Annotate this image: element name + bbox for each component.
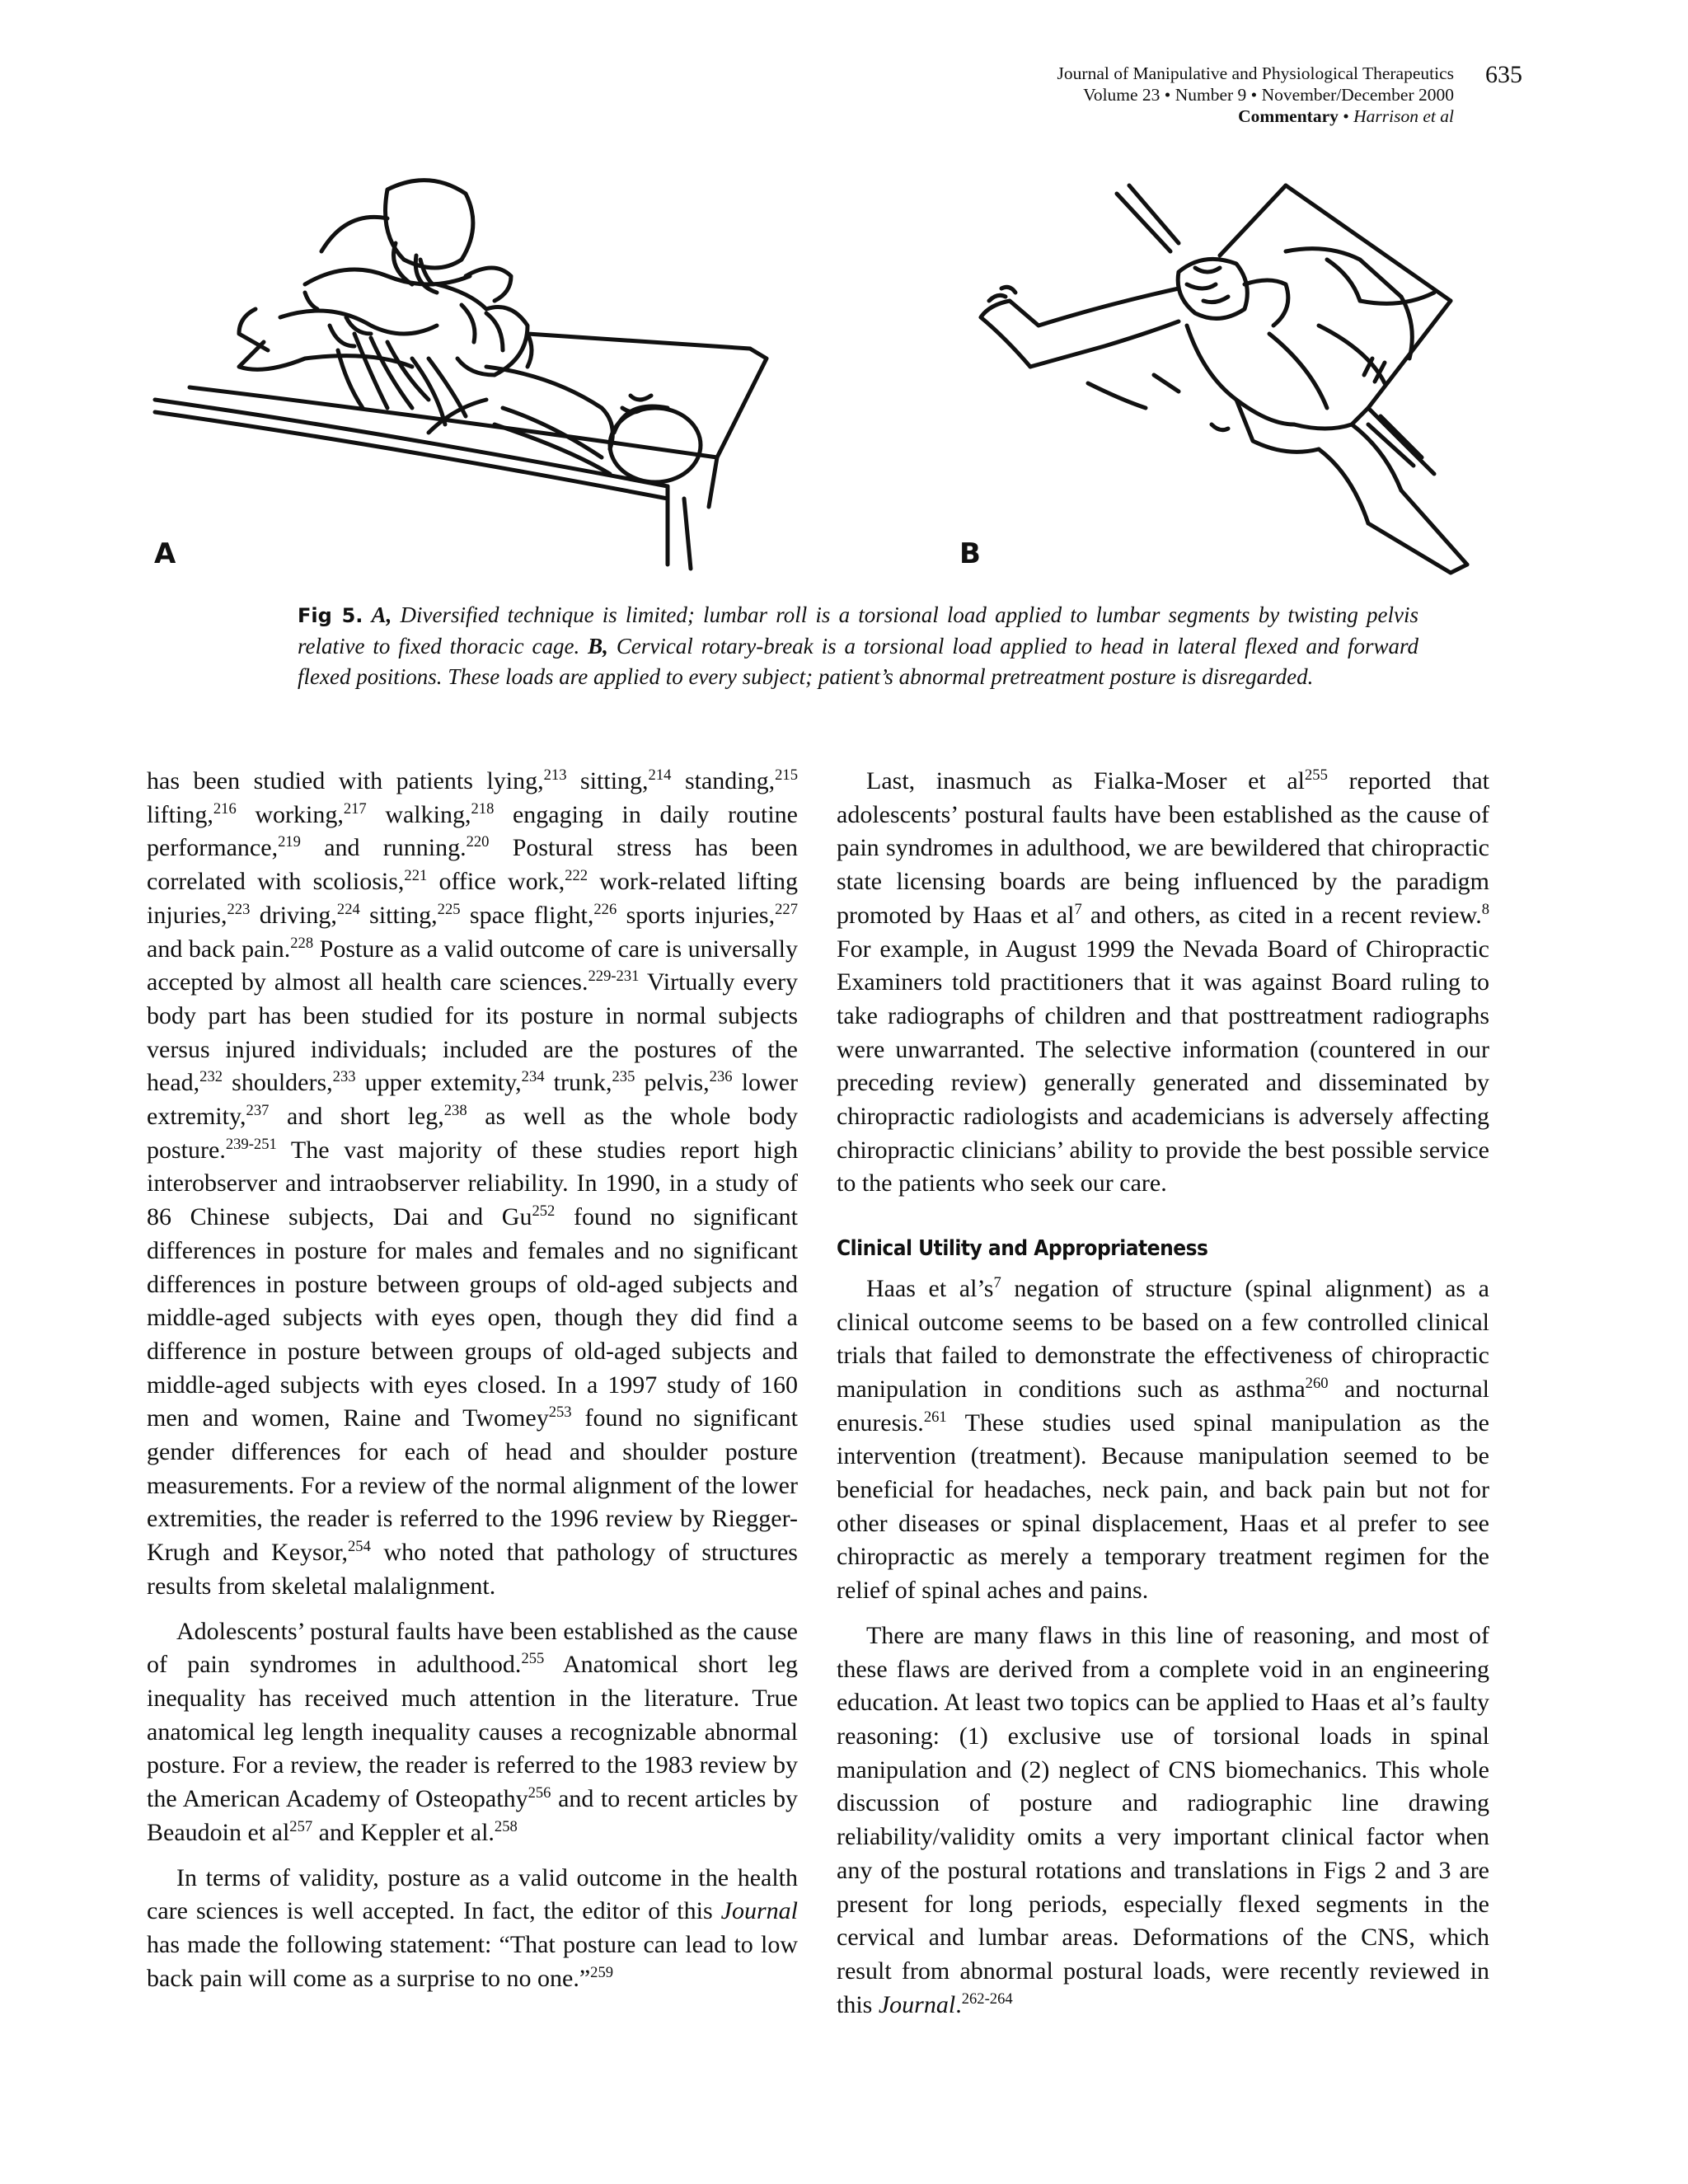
section-heading: Clinical Utility and Appropriateness	[837, 1236, 1208, 1262]
figure-5a-illustration	[140, 161, 816, 589]
journal-volume: Volume 23 • Number 9 • November/December 2000	[1083, 85, 1454, 105]
paragraph: There are many flaws in this line of reasoning, and most of these flaws are derived from a complete void in an engineering education. At least two topics can be applied to Haas et al’s faulty reasoning: (1) exclusive use of torsional loads in spinal manipulation and (2) neglect of CNS biomechanics. This whole discussion of posture and radiographic line drawing reliability/validity omits a very important clinical factor when any of the postural rotations and translations in Figs 2 and 3 are present for long periods, especially flexed segments in the cervical and lumbar areas. Deformations of the CNS, which result from abnormal postural loads, were recently reviewed in this Journal.$^{262-264}$	[837, 1621, 1489, 2018]
caption-a-marker: A,	[371, 602, 392, 627]
paragraph: Last, inasmuch as Fialka-Moser et $al^{255}$ reported that adolescents’ postural faults have been established as the cause of pain syndromes in adulthood, we are bewildered that chiropractic state licensing boards are being influenced by the paradigm promoted by Haas et $al^7$ and others, as cited in a recent review.$^8$ For example, in August 1999 the Nevada Board of Chiropractic Examiners told practitioners that it was against Board ruling to take radiographs of children and that posttreatment radiographs were unwarranted. The selective information (countered in our preceding review) generally generated and disseminated by chiropractic radiologists and academicians is adversely affecting chiropractic clinicians’ ability to provide the best possible service to the patients who seek our care.	[837, 766, 1489, 1197]
caption-b-marker: B,	[588, 634, 608, 659]
page-number: 635	[1485, 61, 1522, 88]
authors: Harrison et al	[1353, 106, 1454, 126]
paragraph: Haas et $al’s^7$ negation of structure (spinal alignment) as a clinical outcome seems to be based on a few controlled clinical trials that failed to demonstrate the effectiveness of chiropractic manipulation in conditions such as asthma$^{260}$ and nocturnal enuresis.$^{261}$ These studies used spinal manipulation as the intervention (treatment). Because manipulation seemed to be beneficial for headaches, neck pain, and back pain but not for other diseases or spinal displacement, Haas et al prefer to see chiropractic as merely a temporary treatment regimen for the relief of spinal aches and pains.	[837, 1273, 1489, 1605]
section-name: Commentary	[1238, 106, 1339, 126]
right-column	[837, 765, 1489, 2022]
panel-label-b: B	[959, 537, 981, 570]
panel-label-a: A	[154, 537, 176, 570]
figure-5	[140, 161, 1541, 589]
caption-b-text: Cervical rotary-break is a torsional load applied to head in lateral flexed and forward flexed positions. These loads are applied to every subject; patient’s abnormal pretreatment posture is disregarded.	[298, 634, 1418, 690]
caption-label: Fig 5.	[298, 604, 363, 627]
left-column	[147, 765, 798, 1995]
figure-5b-illustration	[940, 161, 1500, 589]
journal-name: Journal of Manipulative and Physiological Therapeutics	[1057, 63, 1454, 83]
running-header	[860, 63, 1454, 127]
paragraph: Adolescents’ postural faults have been established as the cause of pain syndromes in adulthood.$^{255}$ Anatomical short leg inequality has received much attention in the literature. True anatomical leg length inequality causes a recognizable abnormal posture. For a review, the reader is referred to the 1983 review by the American Academy of Osteopathy$^{256}$ and to recent articles by Beaudoin et $al^{257}$ and Keppler et al.$^{258}$	[147, 1617, 799, 1846]
figure-caption	[298, 600, 1418, 693]
section-line: Commentary • Harrison et al	[1238, 106, 1454, 126]
caption-a-text: Diversified technique is limited; lumbar roll is a torsional load applied to lumbar segments by twisting pelvis relative to fixed thoracic cage.	[298, 602, 1419, 659]
paragraph: In terms of validity, posture as a valid outcome in the health care sciences is well accepted. In fact, the editor of this Journal has made the following statement: “That posture can lead to low back pain will come as a surprise to no one.”$^{259}$	[147, 1863, 798, 1992]
paragraph: has been studied with patients lying,$^{213}$ sitting,$^{214}$ standing,$^{215}$ lifting,$^{216}$ working,$^{217}$ walking,$^{218}$ engaging in daily routine performance,$^{219}$ and running.$^{220}$ Postural stress has been correlated with scoliosis,$^{221}$ office work,$^{222}$ work-related lifting injuries,$^{223}$ driving,$^{224}$ sitting,$^{225}$ space flight,$^{226}$ sports injuries,$^{227}$ and back pain.$^{228}$ Posture as a valid outcome of care is universally accepted by almost all health care sciences.$^{229-231}$ Virtually every body part has been studied for its posture in normal subjects versus injured individuals; included are the postures of the head,$^{232}$ shoulders,$^{233}$ upper extemity,$^{234}$ trunk,$^{235}$ pelvis,$^{236}$ lower extremity,$^{237}$ and short leg,$^{238}$ as well as the whole body posture.$^{239-251}$ The vast majority of these studies report high interobserver and intraobserver reliability. In 1990, in a study of 86 Chinese subjects, Dai and Gu$^{252}$ found no significant differences in posture for males and females and no significant differences in posture between groups of old-aged subjects and middle-aged subjects with eyes open, though they did find a difference in posture between groups of old-aged subjects and middle-aged subjects with eyes closed. In a 1997 study of 160 men and women, Raine and Twomey$^{253}$ found no significant gender differences for each of head and shoulder posture measurements. For a review of the normal alignment of the lower extremities, the reader is referred to the 1996 review by Riegger-Krugh and Keysor,$^{254}$ who noted that pathology of structures results from skeletal malalignment.	[147, 766, 799, 1600]
